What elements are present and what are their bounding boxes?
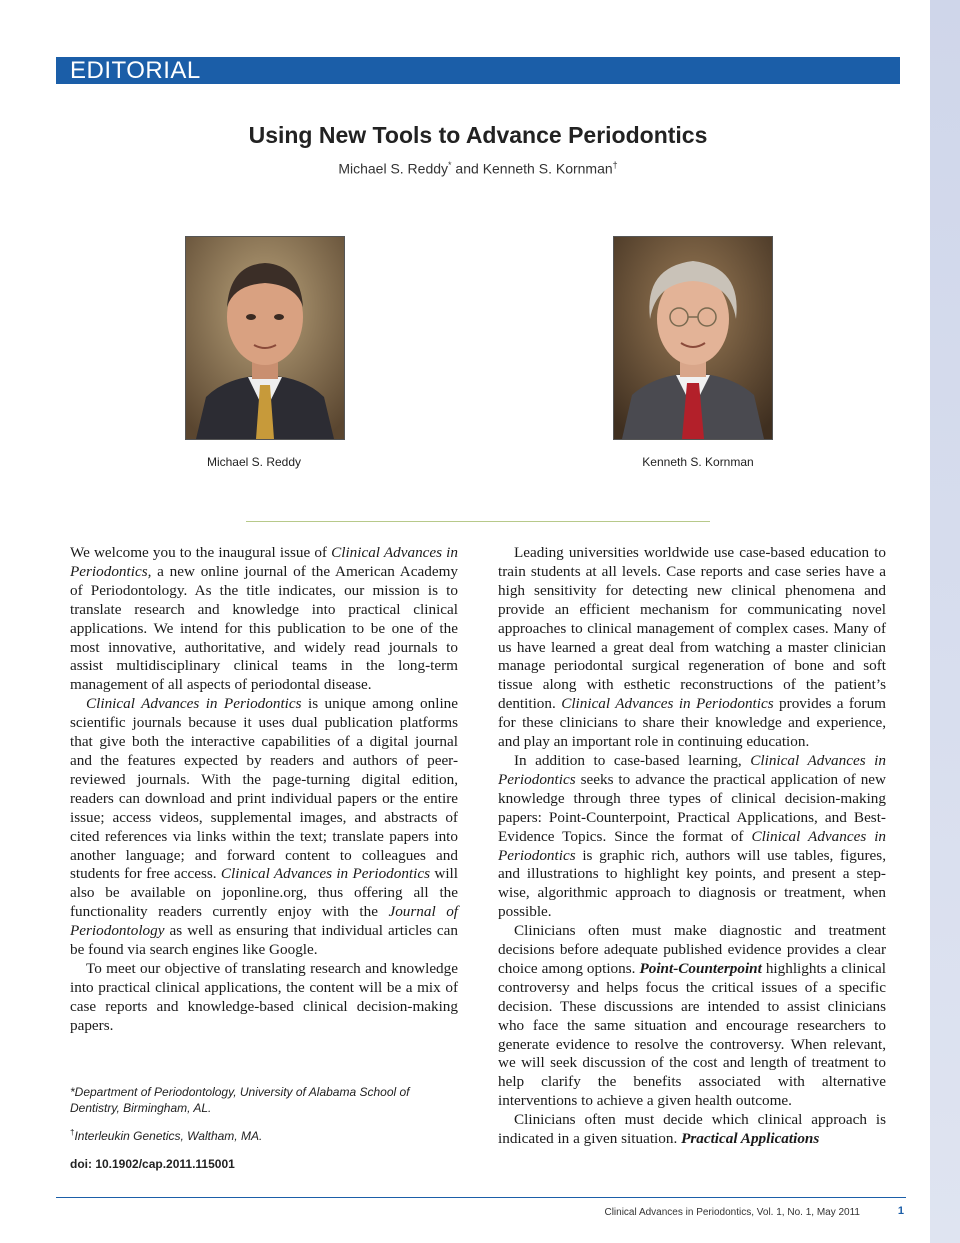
journal-name: Clinical Advances in Periodontics, (70, 544, 458, 580)
photo-caption-kornman: Kenneth S. Kornman (642, 455, 754, 469)
footnote-affiliation-2: †Interleukin Genetics, Waltham, MA. (70, 1128, 263, 1143)
author-2-mark: † (612, 160, 618, 170)
paper-type-name: Point-Counterpoint (639, 959, 762, 977)
paragraph: To meet our objective of translating research and knowledge into practical clinical applications, the content will be a mix of case reports and knowledge-based clinical decision-making papers. (70, 959, 458, 1034)
page-edge-strip (930, 0, 960, 1243)
section-header: EDITORIAL (56, 57, 900, 84)
doi-link[interactable]: doi: 10.1902/cap.2011.115001 (70, 1157, 235, 1171)
author-2: Kenneth S. Kornman (482, 160, 613, 177)
paragraph: Clinicians often must decide which clinical approach is indicated in a given situation. Practical Applications (498, 1111, 886, 1148)
author-photo-kornman (613, 236, 773, 440)
paper-type-name: Practical Applications (681, 1130, 820, 1148)
footnote-affiliation-1: *Department of Periodontology, University of Alabama School of Dentistry, Birmingham, AL. (70, 1085, 410, 1115)
article-authors (0, 160, 956, 177)
journal-name: Clinical Advances in Periodontics (220, 865, 431, 883)
journal-name: Clinical Advances in Periodontics (86, 695, 302, 713)
author-photo-reddy (185, 236, 345, 440)
paragraph: Leading universities worldwide use case-based education to train students at all levels. Case reports and case series have a high sensitivity for detecting new clinical phenomena and provide an efficient mechanism for communicating novel approaches to clinical management of complex cases. Many of us have learned a great deal from watching a master clinician manage periodontal surgical regeneration of bone and soft tissue along with esthetic reconstructions of the patient’s dentition. Clinical Advances in Periodontics provides a forum for these clinicians to share their knowledge and experience, and play an important role in continuing education. (498, 544, 886, 751)
journal-name: Clinical Advances in Periodontics (498, 751, 886, 788)
article-title: Using New Tools to Advance Periodontics (248, 122, 708, 148)
footer-rule (56, 1197, 906, 1198)
author-1: Michael S. Reddy (338, 160, 449, 177)
journal-citation: Clinical Advances in Periodontics, Vol. 1, No. 1, May 2011 (604, 1207, 860, 1218)
author-1-mark: * (448, 160, 452, 170)
body-column-right (498, 544, 886, 1149)
paragraph: In addition to case-based learning, Clinical Advances in Periodontics seeks to advance the practical application of new knowledge through three types of clinical decision-making papers: Point-Counterpoint, Practical Applications, and Best-Evidence Topics. Since the format of Clinical Advances in Periodontics is graphic rich, authors will use tables, figures, and illustrations to highlight key points, and present a step-wise, algorithmic approach to diagnosis or treatment, when possible. (498, 751, 887, 921)
paragraph: Clinical Advances in Periodontics is unique among online scientific journals because it uses dual publication platforms that give both the interactive capabilities of a digital journal and the features expected by readers and authors of peer-reviewed journals. With the page-turning digital edition, readers can download and print individual papers or the entire issue; access videos, supplemental images, and abstracts of cited references via links within the text; translate papers into another language; and forward content to colleagues and students for free access. Clinical Advances in Periodontics will also be available on joponline.org, thus offering all the functionality readers currently enjoy with the Journal of Periodontology as well as ensuring that individual articles can be found via search engines like Google. (70, 695, 459, 959)
journal-name: Journal of Periodontology (70, 903, 459, 940)
page-number: 1 (897, 1205, 904, 1217)
paragraph: We welcome you to the inaugural issue of Clinical Advances in Periodontics, a new online journal of the American Academy of Periodontology. As the title indicates, our mission is to translate research and knowledge into practical clinical applications. We intend for this publication to be one of the most innovative, authoritative, and widely read journals to assist multidisciplinary clinical teams in the long-term management of all aspects of periodontal disease. (70, 544, 458, 694)
section-divider (246, 521, 710, 522)
journal-name: Clinical Advances in Periodontics (561, 695, 774, 713)
journal-name: Clinical Advances in Periodontics (498, 827, 887, 864)
authors-and: and (451, 160, 483, 177)
photo-caption-reddy: Michael S. Reddy (206, 455, 302, 469)
paragraph: Clinicians often must make diagnostic and treatment decisions before adequate published evidence provides a clear choice among options. Point-Counterpoint highlights a clinical controversy and helps focus the critical issues of a specific decision. These discussions are intended to assist clinicians who face the same situation and encourage researchers to generate evidence to resolve the controversy. When relevant, we will seek discussion of the cost and length of treatment to help clarify the benefits associated with alternative interventions to achieve a given health outcome. (498, 922, 886, 1110)
body-column-left (70, 544, 458, 1036)
